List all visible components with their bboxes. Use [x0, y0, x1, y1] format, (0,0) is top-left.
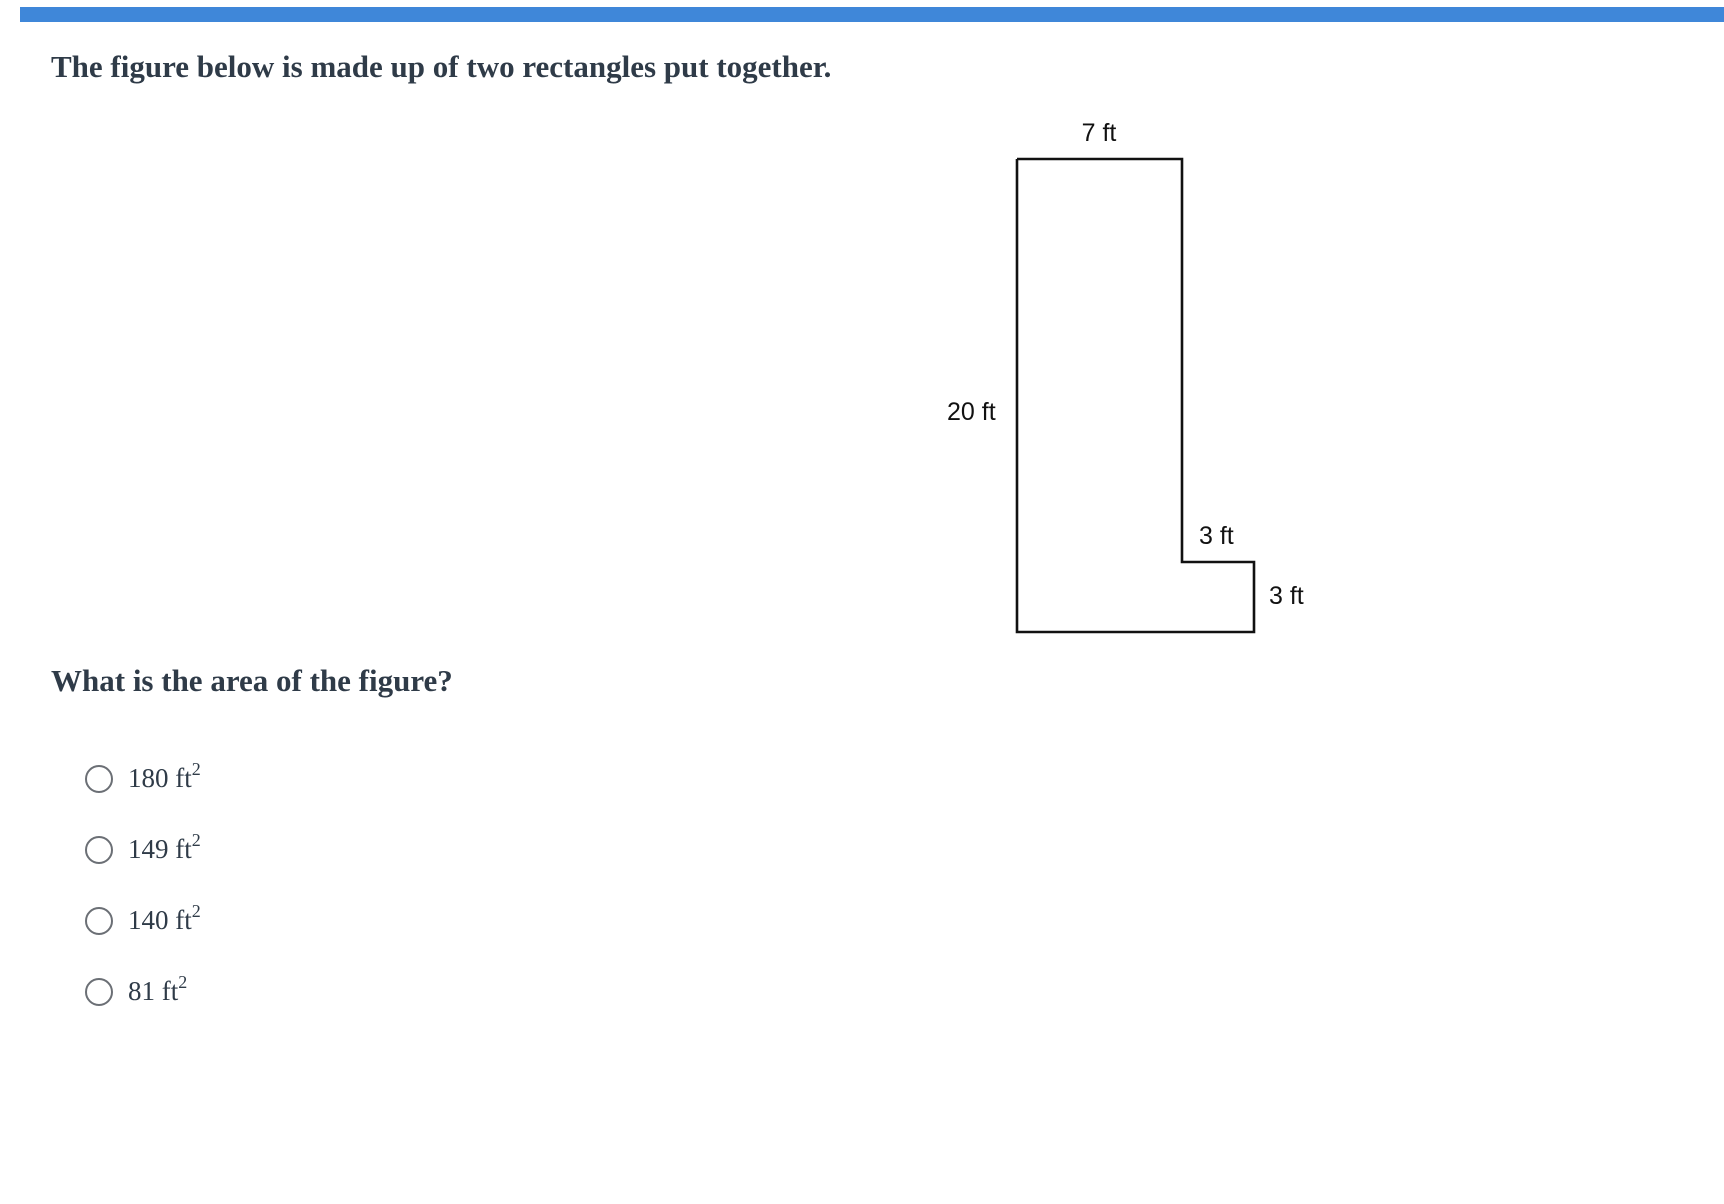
choice-label[interactable]: 180 $ft^2$: [128, 759, 201, 793]
choice-label[interactable]: 81 $ft^2$: [128, 972, 188, 1006]
radio-button[interactable]: [85, 907, 113, 935]
choice-1[interactable]: [85, 743, 201, 814]
label-top-width: 7 ft: [1081, 119, 1117, 147]
radio-button[interactable]: [85, 765, 113, 793]
question-text: What is the area of the figure?: [51, 663, 453, 698]
prompt-text: The figure below is made up of two rectangles put together.: [51, 49, 832, 84]
label-step-width: 3 ft: [1199, 522, 1234, 550]
choice-3[interactable]: [85, 885, 201, 956]
label-left-height: 20 ft: [947, 398, 996, 426]
figure-outline: [1017, 159, 1254, 632]
choice-2[interactable]: [85, 814, 201, 885]
choice-label[interactable]: 140 $ft^2$: [128, 901, 201, 935]
label-step-height: 3 ft: [1269, 582, 1304, 610]
radio-button[interactable]: [85, 978, 113, 1006]
radio-button[interactable]: [85, 836, 113, 864]
choice-4[interactable]: [85, 956, 201, 1027]
answer-choices: [85, 743, 201, 1027]
choice-label[interactable]: 149 $ft^2$: [128, 830, 201, 864]
